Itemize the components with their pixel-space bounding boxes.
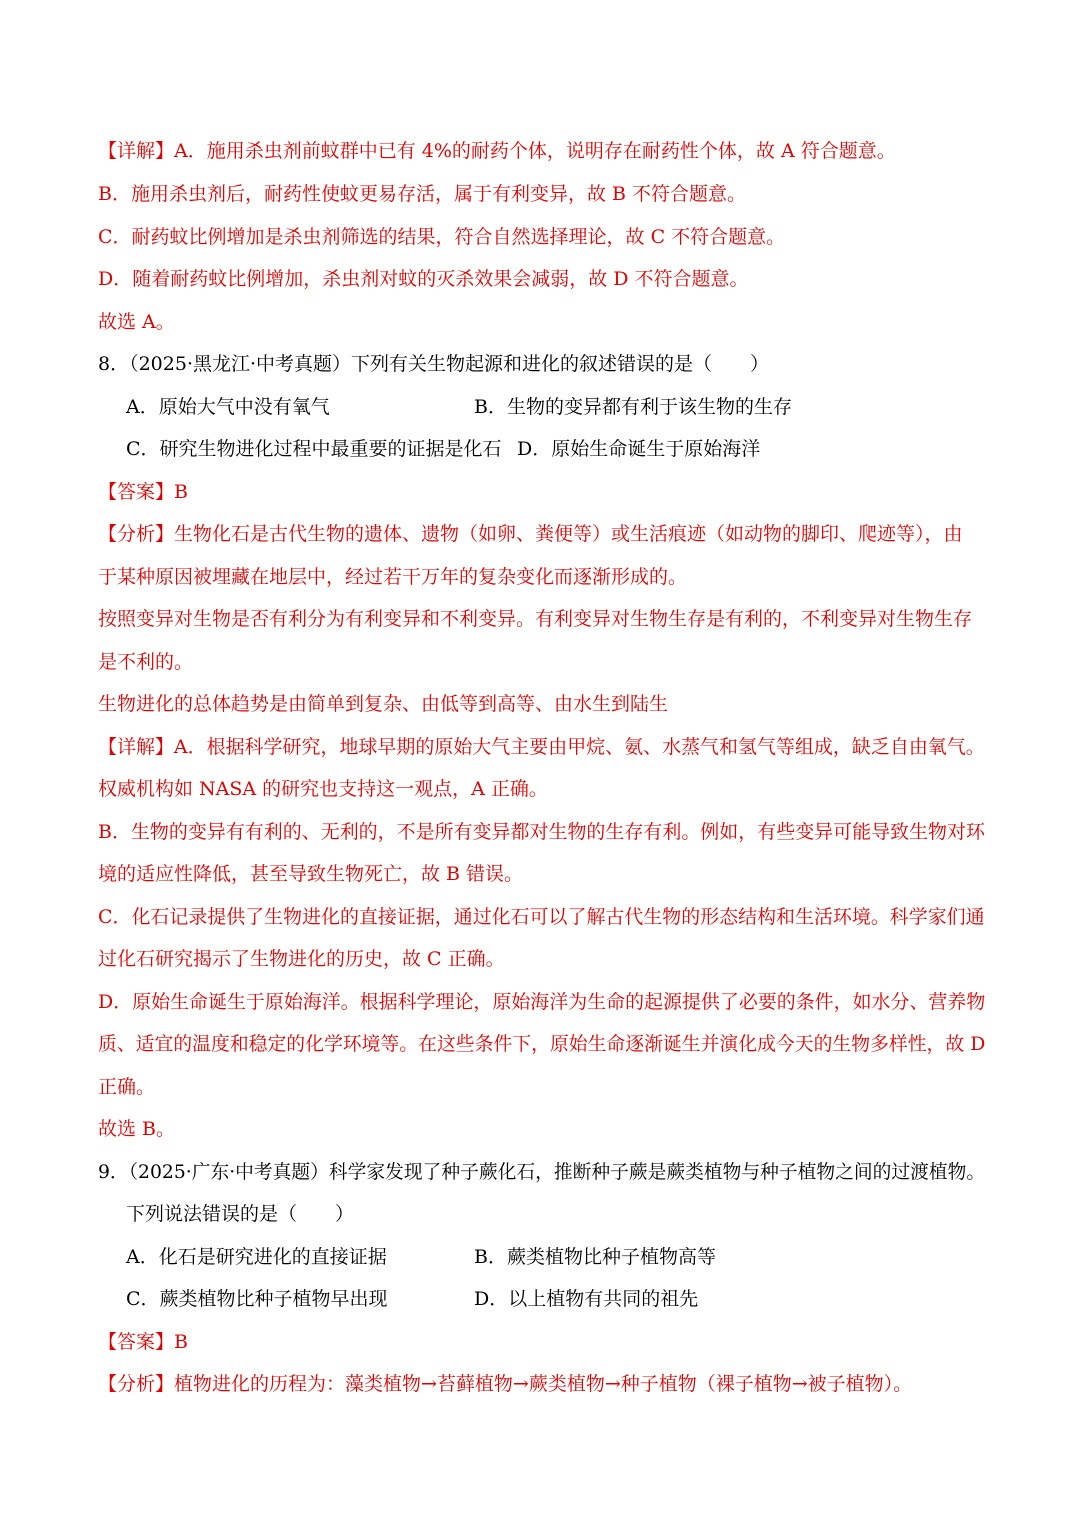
question-stem-continued: 下列说法错误的是（ ） bbox=[126, 1203, 355, 1225]
detail-line: B．施用杀虫剂后，耐药性使蚊更易存活，属于有利变异，故 B 不符合题意。 bbox=[98, 183, 747, 205]
detail-line: C．化石记录提供了生物进化的直接证据，通过化石可以了解古代生物的形态结构和生活环境。科学家们通 bbox=[98, 906, 985, 928]
analysis-line: 于某种原因被埋藏在地层中，经过若干万年的复杂变化而逐渐形成的。 bbox=[98, 566, 688, 588]
detail-line: 正确。 bbox=[98, 1076, 156, 1098]
option-a: A．化石是研究进化的直接证据 bbox=[126, 1246, 387, 1268]
detail-line: C．耐药蚊比例增加是杀虫剂筛选的结果，符合自然选择理论，故 C 不符合题意。 bbox=[98, 226, 786, 248]
option-b: B．蕨类植物比种子植物高等 bbox=[474, 1246, 716, 1268]
question-stem: 8．（2025·黑龙江·中考真题）下列有关生物起源和进化的叙述错误的是（ ） bbox=[98, 353, 770, 375]
analysis-line: 按照变异对生物是否有利分为有利变异和不利变异。有利变异对生物生存是有利的，不利变异对生物生存 bbox=[98, 608, 973, 630]
detail-line: 质、适宜的温度和稳定的化学环境等。在这些条件下，原始生命逐渐诞生并演化成今天的生物多样性，故 D bbox=[98, 1033, 986, 1055]
detail-line: 境的适应性降低，甚至导致生物死亡，故 B 错误。 bbox=[98, 863, 524, 885]
detail-line: D．原始生命诞生于原始海洋。根据科学理论，原始海洋为生命的起源提供了必要的条件，如水分、营养物 bbox=[98, 991, 986, 1013]
detail-line: 【详解】A．施用杀虫剂前蚊群中已有 4%的耐药个体，说明存在耐药性个体，故 A 符合题意。 bbox=[98, 140, 896, 162]
detail-line: B．生物的变异有有利的、无利的，不是所有变异都对生物的生存有利。例如，有些变异可能导致生物对环 bbox=[98, 821, 985, 843]
detail-line: 【详解】A．根据科学研究，地球早期的原始大气主要由甲烷、氨、水蒸气和氢气等组成，缺乏自由氧气。 bbox=[98, 736, 985, 758]
conclusion-line: 故选 A。 bbox=[98, 311, 175, 333]
answer-line: 【答案】B bbox=[98, 481, 188, 503]
option-c: C．研究生物进化过程中最重要的证据是化石 bbox=[126, 438, 502, 460]
analysis-line: 【分析】植物进化的历程为：藻类植物→苔藓植物→蕨类植物→种子植物（裸子植物→被子植物）。 bbox=[98, 1373, 913, 1395]
question-stem: 9．（2025·广东·中考真题）科学家发现了种子蕨化石，推断种子蕨是蕨类植物与种子植物之间的过渡植物。 bbox=[98, 1161, 986, 1183]
detail-line: D．随着耐药蚊比例增加，杀虫剂对蚊的灭杀效果会减弱，故 D 不符合题意。 bbox=[98, 268, 749, 290]
option-b: B．生物的变异都有利于该生物的生存 bbox=[474, 396, 792, 418]
option-d: D．原始生命诞生于原始海洋 bbox=[517, 438, 761, 460]
analysis-line: 是不利的。 bbox=[98, 651, 194, 673]
option-c: C．蕨类植物比种子植物早出现 bbox=[126, 1288, 388, 1310]
answer-line: 【答案】B bbox=[98, 1331, 188, 1353]
conclusion-line: 故选 B。 bbox=[98, 1118, 176, 1140]
option-a: A．原始大气中没有氧气 bbox=[126, 396, 330, 418]
option-d: D．以上植物有共同的祖先 bbox=[474, 1288, 699, 1310]
analysis-line: 生物进化的总体趋势是由简单到复杂、由低等到高等、由水生到陆生 bbox=[98, 693, 669, 715]
detail-line: 过化石研究揭示了生物进化的历史，故 C 正确。 bbox=[98, 948, 505, 970]
analysis-line: 【分析】生物化石是古代生物的遗体、遗物（如卵、粪便等）或生活痕迹（如动物的脚印、爬迹等），由 bbox=[98, 523, 963, 545]
detail-line: 权威机构如 NASA 的研究也支持这一观点，A 正确。 bbox=[98, 778, 548, 800]
